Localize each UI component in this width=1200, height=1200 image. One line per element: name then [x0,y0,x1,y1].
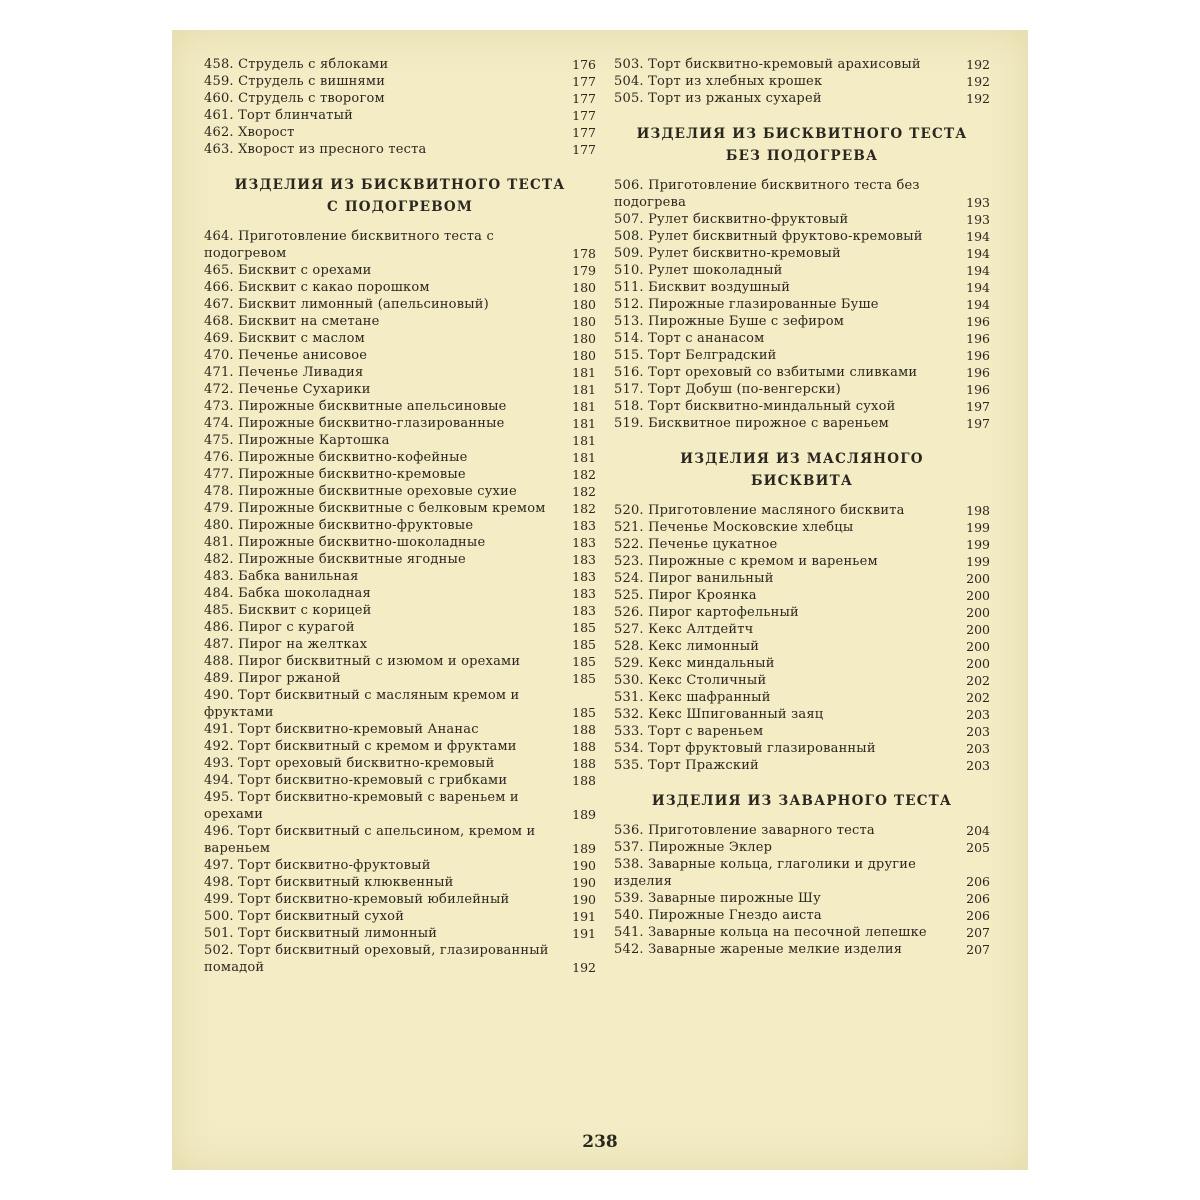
index-entry [614,296,990,313]
index-entry [204,551,596,568]
entry-page-number: 191 [572,926,596,941]
index-column-right [614,56,990,958]
entry-title: 513. Пирожные Буше с зефиром [614,314,845,329]
entry-page-number: 188 [572,722,596,737]
index-entry [204,772,596,789]
index-entry [204,789,596,823]
entry-title: 514. Торт с ананасом [614,331,765,346]
entry-title: 485. Бисквит с корицей [204,603,372,618]
entry-page-number: 203 [966,707,990,722]
index-entry [204,891,596,908]
entry-title: 484. Бабка шоколадная [204,586,371,601]
entry-title: 469. Бисквит с маслом [204,331,365,346]
index-entry [204,228,596,262]
entry-page-number: 200 [966,656,990,671]
entry-title: 475. Пирожные Картошка [204,433,390,448]
entry-page-number: 196 [966,331,990,346]
entry-page-number: 196 [966,365,990,380]
entry-page-number: 194 [966,246,990,261]
entry-title: 505. Торт из ржаных сухарей [614,91,822,106]
entry-title: 497. Торт бисквитно-фруктовый [204,858,431,873]
index-entry [204,347,596,364]
entry-page-number: 180 [572,314,596,329]
entry-title: 510. Рулет шоколадный [614,263,783,278]
index-entry [204,107,596,124]
entry-page-number: 197 [966,416,990,431]
entry-page-number: 180 [572,297,596,312]
entry-page-number: 177 [572,74,596,89]
entry-title: 515. Торт Белградский [614,348,777,363]
book-page [172,30,1028,1170]
entry-page-number: 200 [966,605,990,620]
entry-title: 522. Печенье цукатное [614,537,778,552]
index-entry [614,228,990,245]
entry-page-number: 182 [572,467,596,482]
index-entry [614,245,990,262]
index-entry [204,56,596,73]
index-entry [614,655,990,672]
entry-title: 472. Печенье Сухарики [204,382,371,397]
entry-title: 526. Пирог картофельный [614,605,799,620]
entry-title: 488. Пирог бисквитный с изюмом и орехами [204,654,521,669]
entry-page-number: 192 [572,960,596,975]
entry-title: 489. Пирог ржаной [204,671,341,686]
entry-page-number: 181 [572,433,596,448]
index-entry [614,856,990,890]
index-entry [204,432,596,449]
entry-title: 535. Торт Пражский [614,758,759,773]
entry-page-number: 181 [572,399,596,414]
entry-page-number: 183 [572,535,596,550]
entry-title: 517. Торт Добуш (по-венгерски) [614,382,841,397]
index-entry [204,874,596,891]
index-entry [204,857,596,874]
entry-title: 491. Торт бисквитно-кремовый Ананас [204,722,479,737]
entry-page-number: 181 [572,382,596,397]
entry-page-number: 197 [966,399,990,414]
entry-title: 490. Торт бисквитный с масляным кремом и фруктами [204,688,520,720]
index-entry [204,925,596,942]
index-entry [614,73,990,90]
entry-title: 507. Рулет бисквитно-фруктовый [614,212,849,227]
index-entry [204,585,596,602]
entry-title: 511. Бисквит воздушный [614,280,791,295]
index-entry [204,262,596,279]
entry-page-number: 194 [966,297,990,312]
entry-title: 523. Пирожные с кремом и вареньем [614,554,878,569]
entry-title: 486. Пирог с курагой [204,620,355,635]
index-entry [204,141,596,158]
entry-page-number: 205 [966,840,990,855]
entry-title: 477. Пирожные бисквитно-кремовые [204,467,466,482]
entry-title: 509. Рулет бисквитно-кремовый [614,246,841,261]
index-entry [614,364,990,381]
entry-page-number: 193 [966,195,990,210]
index-entry [204,534,596,551]
entry-title: 487. Пирог на желтках [204,637,368,652]
entry-page-number: 192 [966,57,990,72]
entry-page-number: 181 [572,365,596,380]
entry-title: 529. Кекс миндальный [614,656,775,671]
entry-title: 482. Пирожные бисквитные ягодные [204,552,466,567]
index-entry [204,483,596,500]
entry-page-number: 206 [966,874,990,889]
section-heading: ИЗДЕЛИЯ ИЗ БИСКВИТНОГО ТЕСТА БЕЗ ПОДОГРЕВА [636,126,968,164]
entry-page-number: 196 [966,314,990,329]
entry-page-number: 185 [572,620,596,635]
entry-title: 536. Приготовление заварного теста [614,823,875,838]
index-entry [204,517,596,534]
entry-title: 465. Бисквит с орехами [204,263,372,278]
index-entry [614,757,990,774]
section-heading: ИЗДЕЛИЯ ИЗ МАСЛЯНОГО БИСКВИТА [680,451,924,489]
index-entry [614,706,990,723]
entry-title: 542. Заварные жареные мелкие изделия [614,942,903,957]
index-entry [204,653,596,670]
index-entry [614,398,990,415]
entry-page-number: 180 [572,331,596,346]
entry-page-number: 177 [572,108,596,123]
entry-title: 473. Пирожные бисквитные апельсиновые [204,399,507,414]
entry-title: 530. Кекс Столичный [614,673,767,688]
index-entry [614,924,990,941]
index-entry [614,330,990,347]
index-entry [614,890,990,907]
index-entry [614,211,990,228]
index-entry [204,908,596,925]
index-entry [204,942,596,976]
entry-page-number: 188 [572,739,596,754]
index-entry [204,721,596,738]
entry-title: 462. Хворост [204,125,295,140]
index-entry [204,279,596,296]
index-entry [204,313,596,330]
entry-page-number: 185 [572,654,596,669]
entry-page-number: 183 [572,569,596,584]
entry-page-number: 185 [572,637,596,652]
entry-title: 464. Приготовление бисквитного теста с подогревом [204,229,494,261]
index-entry [204,738,596,755]
index-entry [614,262,990,279]
index-entry [614,570,990,587]
entry-title: 520. Приготовление масляного бисквита [614,503,905,518]
entry-page-number: 180 [572,348,596,363]
entry-page-number: 200 [966,639,990,654]
entry-title: 533. Торт с вареньем [614,724,764,739]
entry-page-number: 202 [966,673,990,688]
entry-page-number: 179 [572,263,596,278]
entry-title: 541. Заварные кольца на песочной лепешке [614,925,927,940]
index-entry [614,740,990,757]
entry-page-number: 188 [572,773,596,788]
entry-title: 498. Торт бисквитный клюквенный [204,875,454,890]
entry-title: 540. Пирожные Гнездо аиста [614,908,822,923]
entry-title: 494. Торт бисквитно-кремовый с грибками [204,773,508,788]
index-entry [204,330,596,347]
entry-title: 500. Торт бисквитный сухой [204,909,405,924]
entry-page-number: 203 [966,724,990,739]
index-entry [204,381,596,398]
index-entry [614,941,990,958]
entry-title: 467. Бисквит лимонный (апельсиновый) [204,297,489,312]
entry-page-number: 188 [572,756,596,771]
entry-page-number: 177 [572,142,596,157]
entry-title: 460. Струдель с творогом [204,91,385,106]
entry-page-number: 177 [572,91,596,106]
index-entry [614,907,990,924]
index-entry [614,519,990,536]
entry-title: 539. Заварные пирожные Шу [614,891,821,906]
entry-title: 461. Торт блинчатый [204,108,353,123]
index-entry [614,381,990,398]
entry-page-number: 190 [572,858,596,873]
index-entry [614,672,990,689]
entry-page-number: 207 [966,942,990,957]
entry-title: 516. Торт ореховый со взбитыми сливками [614,365,918,380]
entry-page-number: 200 [966,571,990,586]
entry-page-number: 181 [572,450,596,465]
entry-title: 480. Пирожные бисквитно-фруктовые [204,518,474,533]
index-entry [614,604,990,621]
section-heading: ИЗДЕЛИЯ ИЗ ЗАВАРНОГО ТЕСТА [651,793,953,809]
entry-title: 496. Торт бисквитный с апельсином, кремом и вареньем [204,824,536,856]
index-entry [204,90,596,107]
index-entry [614,689,990,706]
entry-page-number: 182 [572,501,596,516]
index-entry [204,602,596,619]
entry-page-number: 180 [572,280,596,295]
index-entry [204,73,596,90]
entry-title: 503. Торт бисквитно-кремовый арахисовый [614,57,921,72]
entry-title: 521. Печенье Московские хлебцы [614,520,854,535]
index-column-left [204,56,596,976]
entry-title: 468. Бисквит на сметане [204,314,380,329]
entry-title: 524. Пирог ванильный [614,571,774,586]
entry-title: 534. Торт фруктовый глазированный [614,741,876,756]
entry-title: 532. Кекс Шпигованный заяц [614,707,824,722]
index-entry [204,670,596,687]
entry-page-number: 199 [966,554,990,569]
entry-page-number: 190 [572,892,596,907]
index-entry [614,56,990,73]
entry-page-number: 194 [966,229,990,244]
index-entry [614,415,990,432]
entry-page-number: 177 [572,125,596,140]
entry-title: 506. Приготовление бисквитного теста без подогрева [614,178,920,210]
entry-title: 466. Бисквит с какао порошком [204,280,430,295]
index-entry [614,839,990,856]
entry-page-number: 198 [966,503,990,518]
entry-page-number: 203 [966,758,990,773]
entry-page-number: 207 [966,925,990,940]
entry-title: 537. Пирожные Эклер [614,840,773,855]
entry-page-number: 185 [572,671,596,686]
entry-title: 476. Пирожные бисквитно-кофейные [204,450,468,465]
index-entry [614,502,990,519]
entry-page-number: 183 [572,552,596,567]
entry-page-number: 191 [572,909,596,924]
index-entry [614,90,990,107]
entry-page-number: 202 [966,690,990,705]
entry-title: 481. Пирожные бисквитно-шоколадные [204,535,486,550]
page-number: 238 [582,1132,618,1152]
entry-page-number: 196 [966,348,990,363]
index-entry [204,398,596,415]
index-entry [614,536,990,553]
index-entry [614,279,990,296]
index-entry [204,449,596,466]
entry-page-number: 190 [572,875,596,890]
entry-page-number: 193 [966,212,990,227]
index-entry [204,568,596,585]
index-entry [614,313,990,330]
entry-page-number: 178 [572,246,596,261]
index-entry [614,723,990,740]
entry-title: 512. Пирожные глазированные Буше [614,297,879,312]
entry-title: 478. Пирожные бисквитные ореховые сухие [204,484,517,499]
index-entry [204,296,596,313]
entry-title: 528. Кекс лимонный [614,639,760,654]
entry-page-number: 183 [572,586,596,601]
entry-title: 474. Пирожные бисквитно-глазированные [204,416,505,431]
entry-title: 479. Пирожные бисквитные с белковым кремом [204,501,546,516]
entry-page-number: 182 [572,484,596,499]
entry-title: 525. Пирог Кроянка [614,588,757,603]
entry-title: 493. Торт ореховый бисквитно-кремовый [204,756,495,771]
entry-page-number: 189 [572,807,596,822]
entry-page-number: 200 [966,588,990,603]
entry-page-number: 181 [572,416,596,431]
entry-title: 502. Торт бисквитный ореховый, глазированный помадой [204,943,549,975]
index-entry [204,466,596,483]
index-entry [614,347,990,364]
index-entry [614,177,990,211]
entry-title: 492. Торт бисквитный с кремом и фруктами [204,739,517,754]
entry-page-number: 200 [966,622,990,637]
entry-page-number: 206 [966,908,990,923]
index-entry [204,636,596,653]
index-entry [204,619,596,636]
entry-title: 458. Струдель с яблоками [204,57,389,72]
entry-page-number: 192 [966,74,990,89]
entry-page-number: 185 [572,705,596,720]
section-heading: ИЗДЕЛИЯ ИЗ БИСКВИТНОГО ТЕСТА С ПОДОГРЕВОМ [234,177,566,215]
index-entry [204,500,596,517]
entry-title: 470. Печенье анисовое [204,348,368,363]
entry-page-number: 199 [966,537,990,552]
entry-title: 499. Торт бисквитно-кремовый юбилейный [204,892,510,907]
entry-page-number: 206 [966,891,990,906]
entry-title: 519. Бисквитное пирожное с вареньем [614,416,889,431]
entry-title: 531. Кекс шафранный [614,690,771,705]
entry-page-number: 204 [966,823,990,838]
index-entry [204,755,596,772]
entry-title: 471. Печенье Ливадия [204,365,364,380]
entry-title: 508. Рулет бисквитный фруктово-кремовый [614,229,923,244]
entry-page-number: 196 [966,382,990,397]
entry-page-number: 199 [966,520,990,535]
index-entry [614,822,990,839]
index-entry [614,587,990,604]
entry-title: 483. Бабка ванильная [204,569,359,584]
entry-title: 518. Торт бисквитно-миндальный сухой [614,399,896,414]
index-entry [614,621,990,638]
entry-page-number: 183 [572,603,596,618]
entry-page-number: 183 [572,518,596,533]
index-entry [204,415,596,432]
entry-page-number: 192 [966,91,990,106]
entry-page-number: 189 [572,841,596,856]
entry-page-number: 176 [572,57,596,72]
entry-page-number: 194 [966,263,990,278]
entry-page-number: 203 [966,741,990,756]
entry-title: 527. Кекс Алтдейтч [614,622,754,637]
entry-title: 463. Хворост из пресного теста [204,142,427,157]
entry-page-number: 194 [966,280,990,295]
index-entry [204,687,596,721]
index-entry [204,364,596,381]
index-entry [614,553,990,570]
entry-title: 538. Заварные кольца, глаголики и другие изделия [614,857,917,889]
entry-title: 501. Торт бисквитный лимонный [204,926,438,941]
entry-title: 459. Струдель с вишнями [204,74,386,89]
index-entry [614,638,990,655]
index-entry [204,124,596,141]
entry-title: 504. Торт из хлебных крошек [614,74,823,89]
entry-title: 495. Торт бисквитно-кремовый с вареньем и орехами [204,790,519,822]
index-entry [204,823,596,857]
